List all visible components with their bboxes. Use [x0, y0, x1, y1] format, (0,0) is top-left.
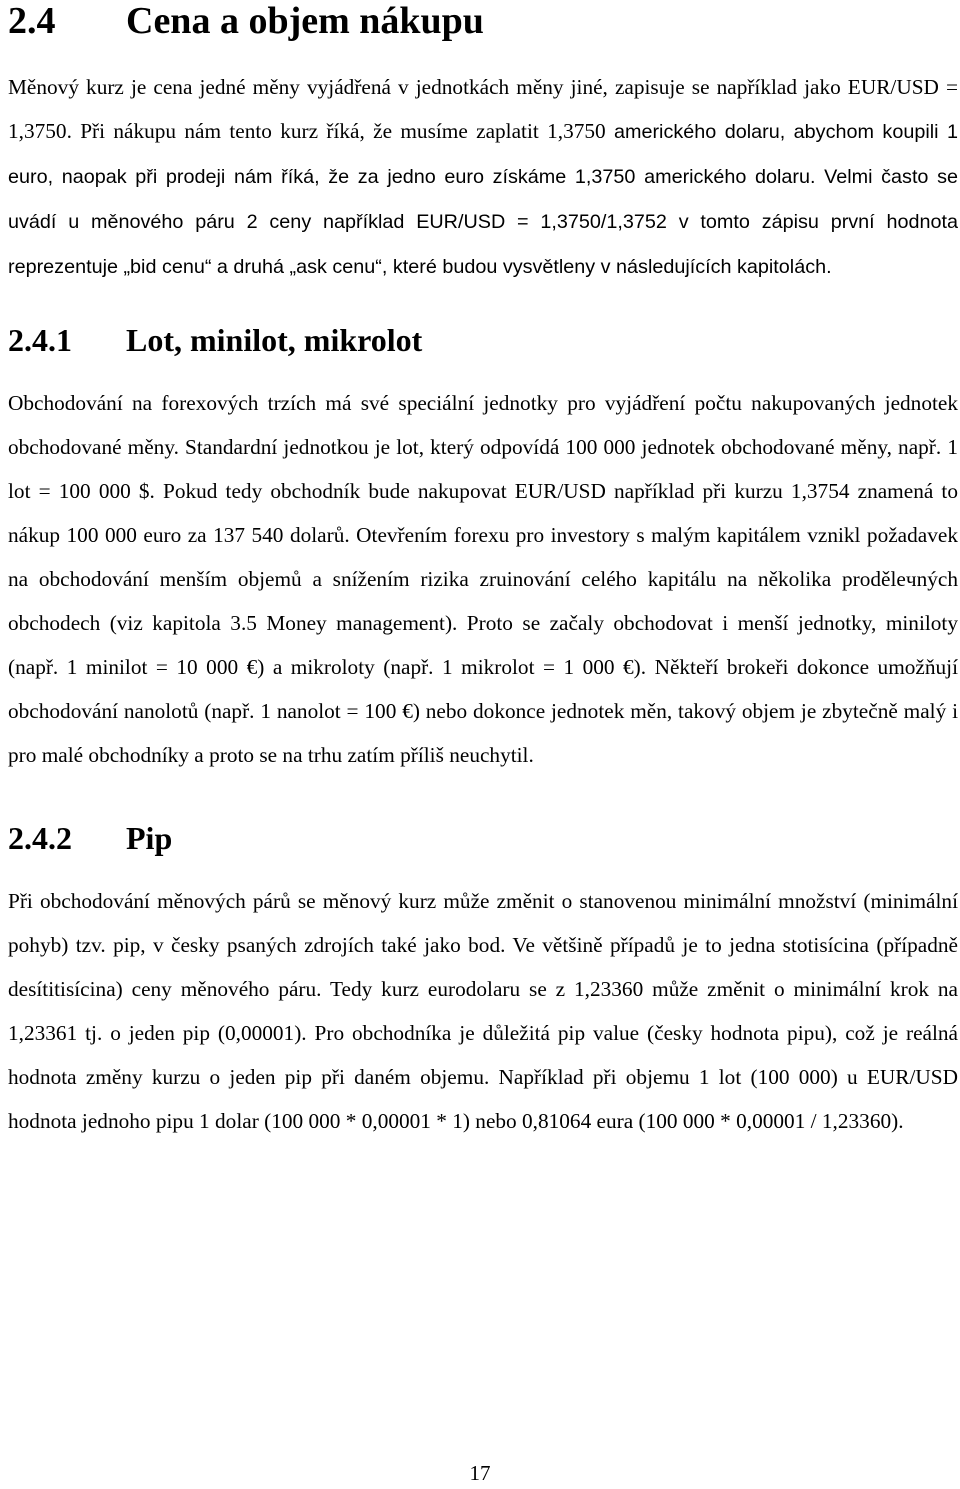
subsection-heading-pip [8, 822, 958, 854]
section-number: 2.4 [8, 0, 56, 42]
section-paragraph-serif-part: Měnový kurz je cena jedné měny vyjádřená v jednotkách měny jiné, zapisuje se například jako EUR/USD = 1,3750. Při nákupu nám tento kurz říká, že musíme zaplatit 1,3750 [8, 75, 958, 143]
subsection-heading-lot [8, 324, 958, 356]
section-paragraph [8, 65, 958, 289]
page-number: 17 [469, 1461, 491, 1485]
section-title: Cena a objem nákupu [126, 0, 484, 42]
subsection-number-pip: 2.4.2 [8, 820, 72, 856]
section-heading [8, 0, 958, 42]
subsection-paragraph-pip: Při obchodování měnových párů se měnový kurz může změnit o stanovenou minimální množství (minimální pohyb) tzv. pip, v česky psaných zdrojích také jako bod. Ve většině případů je to jedna stotisícina (případně desítitisícina) ceny měnového páru. Tedy kurz eurodolaru se z 1,23360 může změnit o minimální krok na 1,23361 tj. o jeden pip (0,00001). Pro obchodníka je důležitá pip value (česky hodnota pipu), což je reálná hodnota změny kurzu o jeden pip při daném objemu. Například při objemu 1 lot (100 000) u EUR/USD hodnota jednoho pipu 1 dolar (100 000 * 0,00001 * 1) nebo 0,81064 eura (100 000 * 0,00001 / 1,23360). [8, 889, 958, 1133]
subsection-paragraph-lot: Obchodování na forexových trzích má své speciální jednotky pro vyjádření počtu nakupovaných jednotek obchodované měny. Standardní jednotkou je lot, který odpovídá 100 000 jednotek obchodované měny, např. 1 lot = 100 000 $. Pokud tedy obchodník bude nakupovat EUR/USD například při kurzu 1,3754 znamená to nákup 100 000 euro za 137 540 dolarů. Otevřením forexu pro investory s malým kapitálem vznikl požadavek na obchodování menším objemů a snížením rizika zruinování celého kapitálu na několika proděleчných obchodech (viz kapitola 3.5 Money management). Proto se začaly obchodovat i menší jednotky, miniloty (např. 1 minilot = 10 000 €) a mikroloty (např. 1 mikrolot = 1 000 €). Někteří brokeři dokonce umožňují obchodování nanolotů (např. 1 nanolot = 100 €) nebo dokonce jednotek měn, takový objem je zbytečně malý i pro malé obchodníky a proto se na trhu zatím příliš neuchytil. [8, 391, 958, 767]
subsection-title-lot: Lot, minilot, mikrolot [126, 322, 423, 358]
section-paragraph-sans-part: amerického dolaru, abychom koupili 1 euro, naopak při prodeji nám říká, že za jedno euro získáme 1,3750 amerického dolaru. Velmi často se uvádí u měnového páru 2 ceny například EUR/USD = 1,3750/1,3752 v tomto zápisu první hodnota reprezentuje „bid cenu“ a druhá „ask cenu“, které budou vysvětleny v následujících kapitolách. [8, 121, 958, 278]
document-page [8, 0, 958, 1143]
subsection-number-lot: 2.4.1 [8, 322, 72, 358]
subsection-title-pip: Pip [126, 820, 173, 856]
